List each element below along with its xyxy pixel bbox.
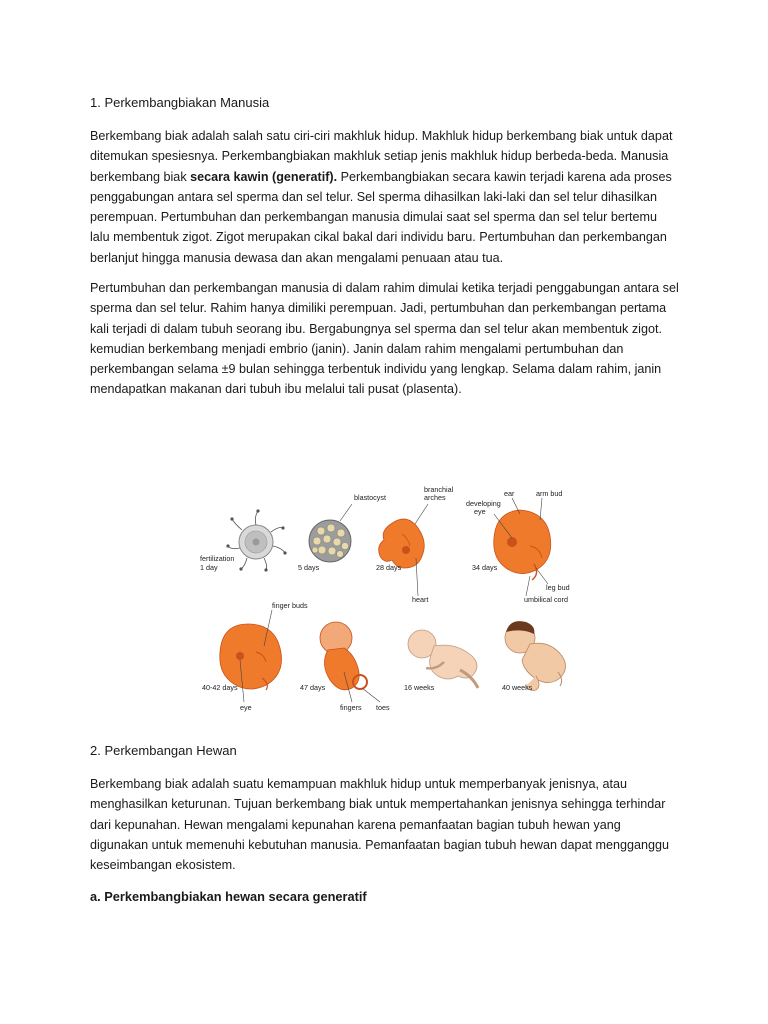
paragraph-human-reproduction-1 xyxy=(90,126,680,268)
label-leg-bud: leg bud xyxy=(546,583,570,592)
embryo-development-figure xyxy=(190,484,585,716)
label-28-days: 28 days xyxy=(376,563,402,572)
paragraph-animal-development: Berkembang biak adalah suatu kemampuan makhluk hidup untuk memperbanyak jenisnya, atau menghasilkan keturunan. Tujuan berkembang biak untuk mempertahankan jenisnya sehingga terhindar dari kepunahan. Hewan mengalami kepunahan karena pemanfaatan bagian tubuh hewan yang digunakan untuk memenuhi kebutuhan manusia. Pemanfaatan bagian tubuh hewan dapat mengganggu keseimbangan ekosistem. xyxy=(90,777,670,873)
embryo-47-days-illustration xyxy=(320,622,367,690)
label-40-weeks: 40 weeks xyxy=(502,683,533,692)
label-34-days: 34 days xyxy=(472,563,498,572)
blastocyst-illustration xyxy=(309,520,351,562)
label-heart: heart xyxy=(412,595,429,604)
label-47-days: 47 days xyxy=(300,683,326,692)
label-blastocyst: blastocyst xyxy=(354,493,386,502)
fetus-16-weeks-illustration xyxy=(408,630,478,688)
label-5-days: 5 days xyxy=(298,563,320,572)
fertilized-egg-illustration xyxy=(226,509,286,571)
label-ear: ear xyxy=(504,489,515,498)
label-branchial: branchial xyxy=(424,485,454,494)
label-fingers: fingers xyxy=(340,703,362,712)
paragraph-text: Perkembangbiakan secara kawin terjadi karena ada proses penggabungan antara sel sperma dan sel telur. Sel sperma dihasilkan laki-laki dan sel telur dihasilkan perempuan. Pertumbuhan dan perkembangan manusia dimulai saat sel sperma dan sel telur bertemu lalu membentuk zigot. Zigot merupakan cikal bakal dari individu baru. Pertumbuhan dan perkembangan berlanjut hingga manusia dewasa dan akan mengalami penuaan atau tua. xyxy=(90,169,672,265)
label-40-42-days: 40-42 days xyxy=(202,683,238,692)
section-heading-animal-development: 2. Perkembangan Hewan xyxy=(90,743,237,758)
embryo-34-days-illustration xyxy=(494,510,551,580)
subheading-generative-animal: a. Perkembangbiakan hewan secara generatif xyxy=(90,889,367,904)
label-16-weeks: 16 weeks xyxy=(404,683,435,692)
paragraph-text: Berkembang biak adalah salah satu ciri-ciri makhluk hidup. Makhluk hidup berkembang biak untuk dapat ditemukan spesiesnya. Perkembangbiakan makhluk setiap jenis makhluk hidup berbeda-beda. Manusia berkembang biak xyxy=(90,129,673,184)
label-fertilization: fertilization xyxy=(200,554,235,563)
section-heading-human-reproduction: 1. Perkembangbiakan Manusia xyxy=(90,95,270,110)
label-arches: arches xyxy=(424,493,446,502)
label-finger-buds: finger buds xyxy=(272,601,308,610)
label-eye-40: eye xyxy=(240,703,252,712)
baby-40-weeks-illustration xyxy=(505,621,566,690)
embryo-28-days-illustration xyxy=(379,519,425,568)
label-1-day: 1 day xyxy=(200,563,218,572)
paragraph-human-reproduction-2: Pertumbuhan dan perkembangan manusia di dalam rahim dimulai ketika terjadi penggabungan antara sel sperma dan sel telur. Rahim hanya dimiliki perempuan. Jadi, pertumbuhan dan perkembangan pertama kali terjadi di dalam tubuh seorang ibu. Bergabungnya sel sperma dan sel telur akan membentuk zigot. kemudian berkembang menjadi embrio (janin). Janin dalam rahim mengalami pertumbuhan dan perkembangan selama ±9 bulan sehingga terbentuk individu yang lengkap. Selama dalam rahim, janin mendapatkan makanan dari tubuh ibu melalui tali pusat (plasenta). xyxy=(90,281,679,397)
label-arm-bud: arm bud xyxy=(536,489,563,498)
label-developing: developing xyxy=(466,499,501,508)
label-eye: eye xyxy=(474,507,486,516)
bold-term-generative: secara kawin (generatif). xyxy=(190,169,338,184)
embryo-40-42-days-illustration xyxy=(220,624,282,690)
label-toes: toes xyxy=(376,703,390,712)
label-umbilical-cord: umbilical cord xyxy=(524,595,568,604)
